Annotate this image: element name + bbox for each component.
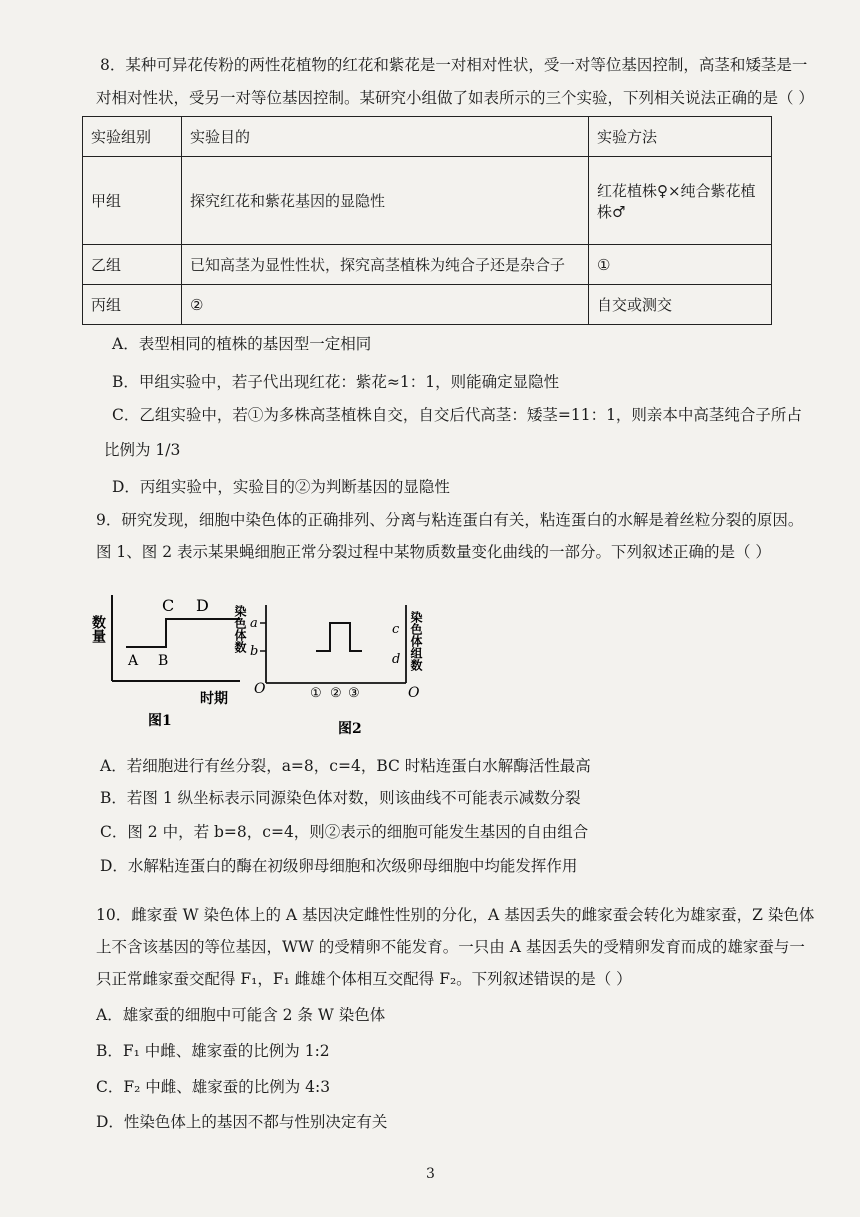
q10-stem-line1: 10．雌家蚕 W 染色体上的 A 基因决定雌性性别的分化，A 基因丢失的雌家蚕会转化为雄家蚕，Z 染色体 bbox=[96, 906, 815, 924]
fig2-tick-label-c: c bbox=[392, 622, 400, 637]
table-cell: 红花植株♀×纯合紫花植株♂ bbox=[589, 157, 772, 245]
fig1-x-label: 时期 bbox=[200, 691, 228, 707]
table-cell: 丙组 bbox=[83, 285, 182, 325]
q9-option-c: C．图 2 中，若 b=8，c=4，则②表示的细胞可能发生基因的自由组合 bbox=[100, 823, 589, 841]
table-cell: 甲组 bbox=[83, 157, 182, 245]
fig2-curve bbox=[316, 623, 362, 651]
fig1-curve bbox=[126, 619, 240, 647]
q9-figures bbox=[90, 585, 450, 739]
fig2-tick-label-d: d bbox=[392, 652, 401, 667]
q8-option-d: D．丙组实验中，实验目的②为判断基因的显隐性 bbox=[112, 478, 450, 496]
fig2-tick-label-b: b bbox=[250, 644, 259, 659]
q10-option-c: C．F₂ 中雌、雄家蚕的比例为 4:3 bbox=[96, 1078, 331, 1096]
figure-1 bbox=[90, 595, 240, 729]
q10-stem-line3: 只正常雌家蚕交配得 F₁，F₁ 雌雄个体相互交配得 F₂。下列叙述错误的是（ ） bbox=[96, 970, 632, 988]
table-cell: 自交或测交 bbox=[589, 285, 772, 325]
q8-stem-line1: 8．某种可异花传粉的两性花植物的红花和紫花是一对相对性状，受一对等位基因控制，高茎和矮茎是一 bbox=[100, 56, 808, 74]
fig1-point-b: B bbox=[158, 653, 169, 669]
figure-2 bbox=[233, 604, 423, 735]
fig2-origin-right: O bbox=[408, 685, 420, 701]
fig2-y-label-right: 染色体组数 bbox=[409, 611, 423, 671]
table-cell: 乙组 bbox=[83, 245, 182, 285]
q8-option-c-cont: 比例为 1/3 bbox=[104, 441, 181, 459]
table-header-cell: 实验组别 bbox=[83, 117, 182, 157]
q8-option-b: B．甲组实验中，若子代出现红花：紫花≈1：1，则能确定显隐性 bbox=[112, 373, 560, 391]
page-number: 3 bbox=[426, 1166, 435, 1182]
table-row bbox=[83, 285, 772, 325]
q8-stem-line2: 对相对性状，受另一对等位基因控制。某研究小组做了如表所示的三个实验，下列相关说法正确的是（ ） bbox=[96, 89, 814, 107]
q10-option-d: D．性染色体上的基因不都与性别决定有关 bbox=[96, 1113, 388, 1131]
experiment-table bbox=[82, 116, 772, 325]
fig2-caption: 图2 bbox=[338, 721, 362, 735]
q9-stem-line1: 9．研究发现，细胞中染色体的正确排列、分离与粘连蛋白有关，粘连蛋白的水解是着丝粒分裂的原因。 bbox=[96, 511, 804, 529]
fig2-period-1: ① bbox=[310, 686, 322, 701]
q10-stem-line2: 上不含该基因的等位基因，WW 的受精卵不能发育。一只由 A 基因丢失的受精卵发育而成的雄家蚕与一 bbox=[96, 938, 805, 956]
fig2-tick-label-a: a bbox=[250, 616, 258, 631]
table-header-cell: 实验方法 bbox=[589, 117, 772, 157]
q8-option-a: A．表型相同的植株的基因型一定相同 bbox=[112, 335, 372, 353]
fig1-point-c: C bbox=[162, 596, 175, 615]
fig1-point-d: D bbox=[196, 596, 209, 615]
q9-option-a: A．若细胞进行有丝分裂，a=8，c=4，BC 时粘连蛋白水解酶活性最高 bbox=[100, 757, 591, 775]
table-cell: ① bbox=[589, 245, 772, 285]
fig2-period-3: ③ bbox=[348, 686, 360, 701]
q10-option-a: A．雄家蚕的细胞中可能含 2 条 W 染色体 bbox=[96, 1006, 386, 1024]
q9-stem-line2: 图 1、图 2 表示某果蝇细胞正常分裂过程中某物质数量变化曲线的一部分。下列叙述正确的是（ ） bbox=[96, 543, 771, 561]
table-cell: ② bbox=[182, 285, 589, 325]
fig1-y-label: 数量 bbox=[90, 615, 106, 643]
q8-option-c: C．乙组实验中，若①为多株高茎植株自交，自交后代高茎：矮茎=11：1，则亲本中高茎纯合子所占 bbox=[112, 406, 802, 424]
q9-option-d: D．水解粘连蛋白的酶在初级卵母细胞和次级卵母细胞中均能发挥作用 bbox=[100, 857, 578, 875]
q9-option-b: B．若图 1 纵坐标表示同源染色体对数，则该曲线不可能表示减数分裂 bbox=[100, 789, 581, 807]
table-cell: 已知高茎为显性性状，探究高茎植株为纯合子还是杂合子 bbox=[182, 245, 589, 285]
q10-option-b: B．F₁ 中雌、雄家蚕的比例为 1:2 bbox=[96, 1042, 330, 1060]
table-header-cell: 实验目的 bbox=[182, 117, 589, 157]
fig2-origin-left: O bbox=[254, 681, 266, 697]
table-row bbox=[83, 157, 772, 245]
table-cell: 探究红花和紫花基因的显隐性 bbox=[182, 157, 589, 245]
fig2-y-label-left: 染色体数 bbox=[233, 605, 247, 653]
figure-graphics bbox=[90, 585, 450, 735]
table-row bbox=[83, 245, 772, 285]
fig1-caption: 图1 bbox=[148, 713, 172, 729]
fig2-period-2: ② bbox=[330, 686, 342, 701]
fig1-point-a: A bbox=[128, 653, 139, 669]
table-header-row bbox=[83, 117, 772, 157]
